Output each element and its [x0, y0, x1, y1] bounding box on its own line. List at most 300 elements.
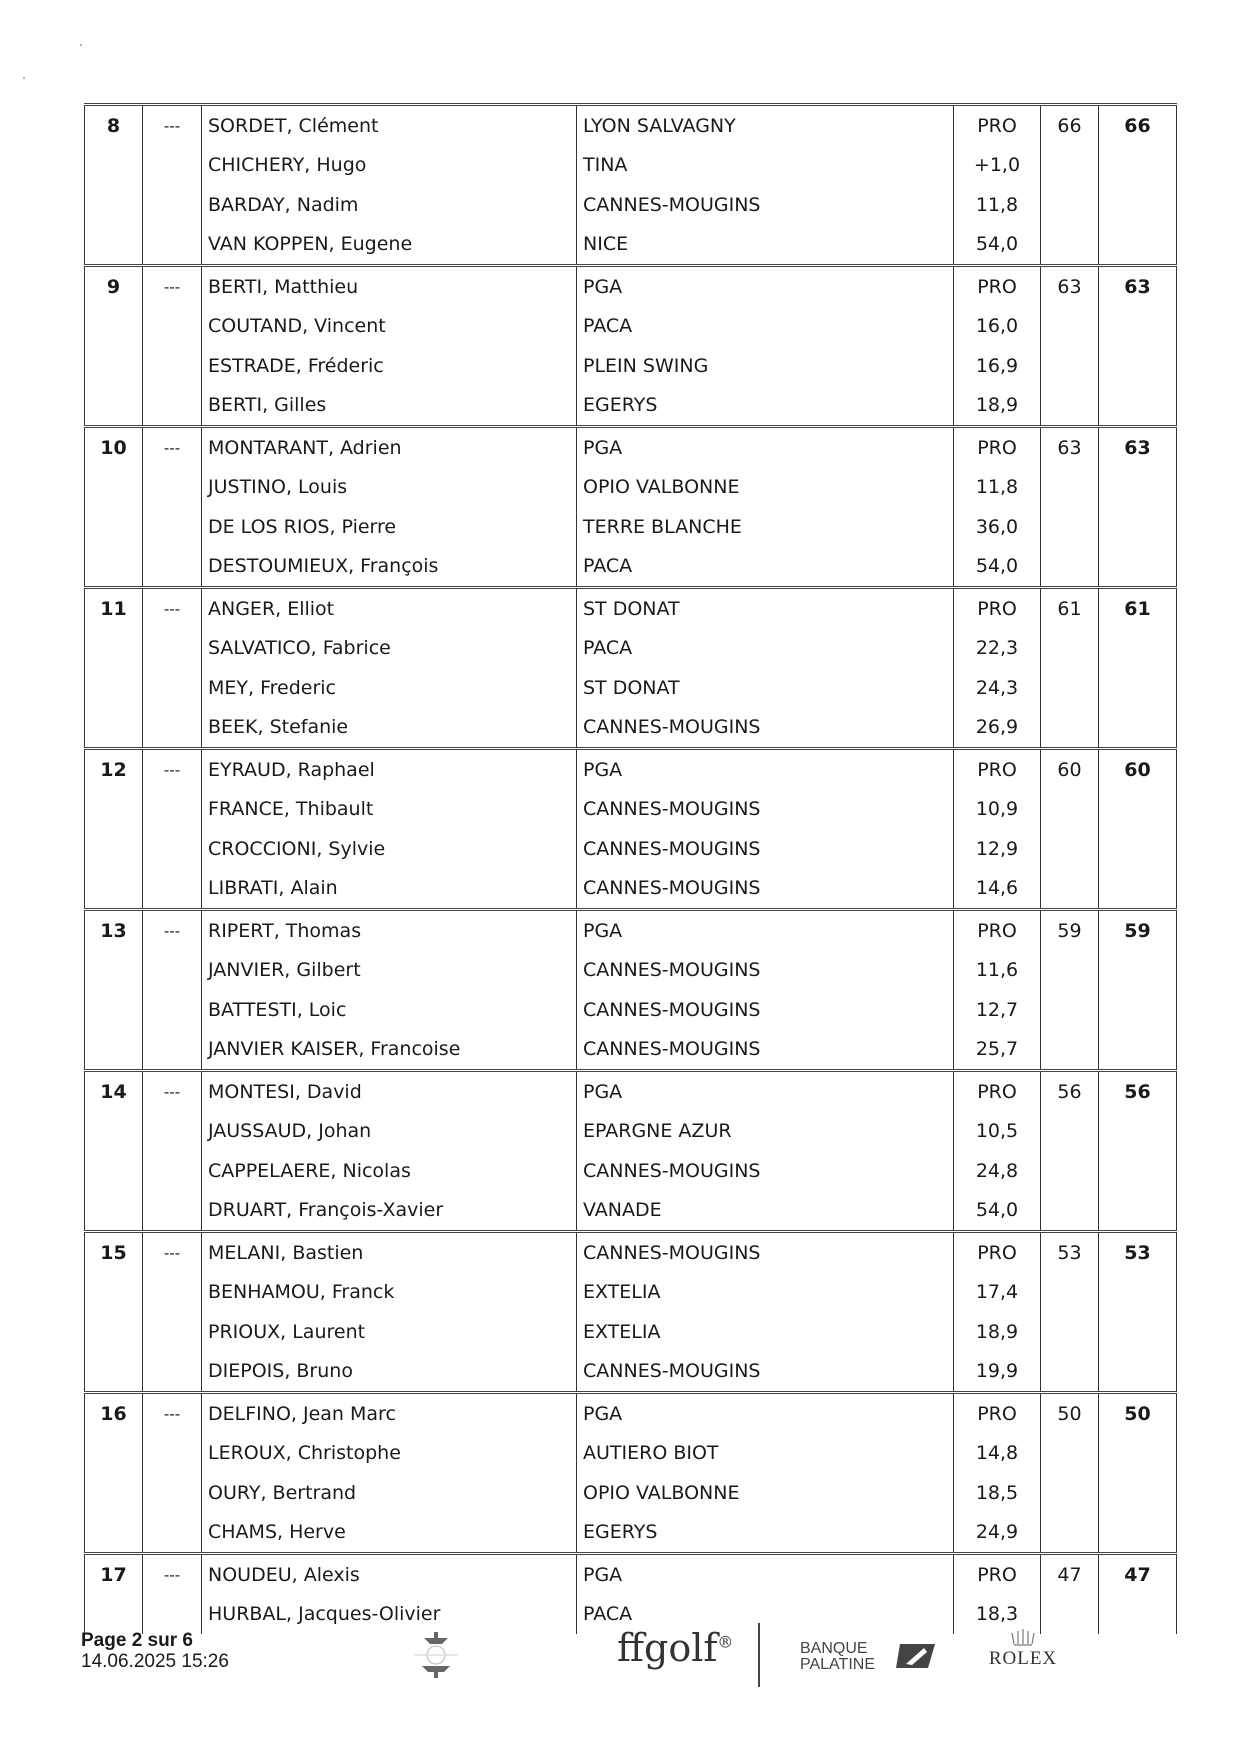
player-name: DIEPOIS, Bruno	[202, 1352, 577, 1393]
player-index: 54,0	[954, 1191, 1041, 1232]
player-club: CANNES-MOUGINS	[577, 708, 954, 749]
player-name: MEY, Frederic	[202, 668, 577, 708]
team-total	[1099, 869, 1177, 910]
player-name: MONTARANT, Adrien	[202, 427, 577, 468]
player-club: LYON SALVAGNY	[577, 105, 954, 146]
player-name: ESTRADE, Fréderic	[202, 346, 577, 386]
player-name: JANVIER, Gilbert	[202, 951, 577, 991]
team-total	[1099, 185, 1177, 225]
player-name: MELANI, Bastien	[202, 1232, 577, 1273]
scan-speck	[23, 77, 25, 79]
team-status	[143, 951, 202, 991]
player-name: MONTESI, David	[202, 1071, 577, 1112]
table-row	[85, 266, 1177, 307]
team-total	[1099, 1112, 1177, 1152]
team-total	[1099, 468, 1177, 508]
team-score	[1041, 1112, 1099, 1152]
player-name: JAUSSAUD, Johan	[202, 1112, 577, 1152]
team-rank	[85, 1595, 143, 1635]
team-score	[1041, 790, 1099, 830]
table-row	[85, 829, 1177, 869]
player-name: BARDAY, Nadim	[202, 185, 577, 225]
team-status	[143, 1151, 202, 1191]
team-rank: 12	[85, 749, 143, 790]
player-club: CANNES-MOUGINS	[577, 869, 954, 910]
player-index: PRO	[954, 427, 1041, 468]
team-total	[1099, 668, 1177, 708]
banque-text: BANQUE	[800, 1640, 868, 1657]
print-datetime: 14.06.2025 15:26	[81, 1651, 229, 1672]
player-index: 54,0	[954, 547, 1041, 588]
team-score	[1041, 307, 1099, 347]
table-row	[85, 1352, 1177, 1393]
table-row	[85, 507, 1177, 547]
team-total	[1099, 146, 1177, 186]
team-total	[1099, 1434, 1177, 1474]
table-row	[85, 869, 1177, 910]
player-index: 25,7	[954, 1030, 1041, 1071]
team-total	[1099, 1312, 1177, 1352]
page-number: Page 2 sur 6	[81, 1630, 193, 1651]
table-row	[85, 547, 1177, 588]
table-row	[85, 951, 1177, 991]
table-row	[85, 1473, 1177, 1513]
logo-divider	[758, 1623, 760, 1687]
player-index: 16,0	[954, 307, 1041, 347]
team-total	[1099, 307, 1177, 347]
player-club: PGA	[577, 749, 954, 790]
team-rank	[85, 1112, 143, 1152]
team-score	[1041, 225, 1099, 266]
player-index: 24,9	[954, 1513, 1041, 1554]
team-score	[1041, 346, 1099, 386]
team-status	[143, 790, 202, 830]
team-score	[1041, 629, 1099, 669]
team-total: 47	[1099, 1554, 1177, 1595]
table-row	[85, 185, 1177, 225]
table-row	[85, 708, 1177, 749]
table-row	[85, 146, 1177, 186]
player-name: BENHAMOU, Franck	[202, 1273, 577, 1313]
team-status	[143, 1513, 202, 1554]
player-index: PRO	[954, 1071, 1041, 1112]
player-index: PRO	[954, 1554, 1041, 1595]
team-status: ---	[143, 1393, 202, 1434]
table-row	[85, 910, 1177, 951]
team-rank: 10	[85, 427, 143, 468]
team-score: 50	[1041, 1393, 1099, 1434]
team-status	[143, 1191, 202, 1232]
team-rank	[85, 307, 143, 347]
table-row	[85, 668, 1177, 708]
team-rank: 9	[85, 266, 143, 307]
team-rank	[85, 708, 143, 749]
team-score: 63	[1041, 427, 1099, 468]
player-name: DESTOUMIEUX, François	[202, 547, 577, 588]
player-index: 17,4	[954, 1273, 1041, 1313]
team-status: ---	[143, 1232, 202, 1273]
team-status: ---	[143, 266, 202, 307]
player-club: NICE	[577, 225, 954, 266]
player-name: CROCCIONI, Sylvie	[202, 829, 577, 869]
player-index: 26,9	[954, 708, 1041, 749]
player-name: DRUART, François-Xavier	[202, 1191, 577, 1232]
player-name: FRANCE, Thibault	[202, 790, 577, 830]
player-name: EYRAUD, Raphael	[202, 749, 577, 790]
team-score	[1041, 507, 1099, 547]
player-club: CANNES-MOUGINS	[577, 1352, 954, 1393]
team-total	[1099, 1191, 1177, 1232]
team-status: ---	[143, 427, 202, 468]
team-score: 53	[1041, 1232, 1099, 1273]
player-club: VANADE	[577, 1191, 954, 1232]
player-index: 36,0	[954, 507, 1041, 547]
player-index: 14,8	[954, 1434, 1041, 1474]
banque-palatine-logo	[800, 1638, 935, 1672]
team-status	[143, 1273, 202, 1313]
team-status	[143, 307, 202, 347]
player-index: 18,9	[954, 386, 1041, 427]
team-total	[1099, 951, 1177, 991]
team-score: 56	[1041, 1071, 1099, 1112]
player-club: TINA	[577, 146, 954, 186]
player-name: RIPERT, Thomas	[202, 910, 577, 951]
team-rank	[85, 1312, 143, 1352]
player-index: 10,9	[954, 790, 1041, 830]
table-row	[85, 1554, 1177, 1595]
player-index: +1,0	[954, 146, 1041, 186]
team-score: 61	[1041, 588, 1099, 629]
team-rank	[85, 1434, 143, 1474]
player-club: CANNES-MOUGINS	[577, 990, 954, 1030]
team-rank	[85, 468, 143, 508]
team-total	[1099, 225, 1177, 266]
team-total: 66	[1099, 105, 1177, 146]
team-total	[1099, 1273, 1177, 1313]
player-club: ST DONAT	[577, 668, 954, 708]
player-club: CANNES-MOUGINS	[577, 185, 954, 225]
team-score: 47	[1041, 1554, 1099, 1595]
player-name: CHAMS, Herve	[202, 1513, 577, 1554]
team-score	[1041, 708, 1099, 749]
team-score: 66	[1041, 105, 1099, 146]
team-total	[1099, 507, 1177, 547]
player-index: PRO	[954, 749, 1041, 790]
player-club: CANNES-MOUGINS	[577, 829, 954, 869]
team-total: 53	[1099, 1232, 1177, 1273]
player-club: CANNES-MOUGINS	[577, 790, 954, 830]
team-rank	[85, 1473, 143, 1513]
team-total: 61	[1099, 588, 1177, 629]
team-score	[1041, 951, 1099, 991]
player-index: 18,3	[954, 1595, 1041, 1635]
player-index: 11,8	[954, 468, 1041, 508]
table-row	[85, 1071, 1177, 1112]
team-status	[143, 507, 202, 547]
table-row	[85, 1434, 1177, 1474]
team-total	[1099, 790, 1177, 830]
player-index: 14,6	[954, 869, 1041, 910]
team-total: 56	[1099, 1071, 1177, 1112]
ffgolf-logo	[617, 1626, 733, 1670]
player-index: PRO	[954, 105, 1041, 146]
player-index: 11,8	[954, 185, 1041, 225]
team-rank	[85, 1030, 143, 1071]
player-club: PACA	[577, 307, 954, 347]
team-score	[1041, 1030, 1099, 1071]
player-club: EPARGNE AZUR	[577, 1112, 954, 1152]
table-row	[85, 790, 1177, 830]
team-status	[143, 185, 202, 225]
team-rank	[85, 951, 143, 991]
player-index: 18,9	[954, 1312, 1041, 1352]
table-row	[85, 225, 1177, 266]
team-score	[1041, 1191, 1099, 1232]
player-club: PACA	[577, 629, 954, 669]
player-name: ANGER, Elliot	[202, 588, 577, 629]
player-club: AUTIERO BIOT	[577, 1434, 954, 1474]
team-score	[1041, 990, 1099, 1030]
team-total	[1099, 629, 1177, 669]
team-rank: 14	[85, 1071, 143, 1112]
team-score: 59	[1041, 910, 1099, 951]
player-club: EGERYS	[577, 1513, 954, 1554]
player-club: PGA	[577, 266, 954, 307]
player-index: PRO	[954, 266, 1041, 307]
registered-mark: ®	[717, 1632, 734, 1652]
team-rank: 8	[85, 105, 143, 146]
table-row	[85, 1030, 1177, 1071]
player-name: BATTESTI, Loic	[202, 990, 577, 1030]
team-score	[1041, 1312, 1099, 1352]
team-total	[1099, 386, 1177, 427]
player-index: 54,0	[954, 225, 1041, 266]
team-status	[143, 146, 202, 186]
team-score	[1041, 829, 1099, 869]
team-score: 60	[1041, 749, 1099, 790]
player-index: PRO	[954, 588, 1041, 629]
player-name: LIBRATI, Alain	[202, 869, 577, 910]
team-score	[1041, 386, 1099, 427]
player-name: PRIOUX, Laurent	[202, 1312, 577, 1352]
table-row	[85, 749, 1177, 790]
table-row	[85, 588, 1177, 629]
team-status: ---	[143, 910, 202, 951]
team-total	[1099, 346, 1177, 386]
team-status: ---	[143, 588, 202, 629]
player-index: PRO	[954, 1393, 1041, 1434]
player-club: PACA	[577, 1595, 954, 1635]
player-name: JANVIER KAISER, Francoise	[202, 1030, 577, 1071]
team-status	[143, 1312, 202, 1352]
team-status	[143, 1352, 202, 1393]
table-row	[85, 1393, 1177, 1434]
player-name: DELFINO, Jean Marc	[202, 1393, 577, 1434]
player-index: 19,9	[954, 1352, 1041, 1393]
player-index: 12,9	[954, 829, 1041, 869]
player-index: 22,3	[954, 629, 1041, 669]
player-club: PGA	[577, 1554, 954, 1595]
player-name: JUSTINO, Louis	[202, 468, 577, 508]
team-total	[1099, 708, 1177, 749]
team-total: 59	[1099, 910, 1177, 951]
team-rank	[85, 1273, 143, 1313]
palatine-text: PALATINE	[800, 1656, 875, 1672]
player-club: PGA	[577, 1393, 954, 1434]
team-total	[1099, 1030, 1177, 1071]
crown-icon	[1010, 1628, 1036, 1648]
player-name: BERTI, Matthieu	[202, 266, 577, 307]
table-row	[85, 386, 1177, 427]
player-name: OURY, Bertrand	[202, 1473, 577, 1513]
player-club: PGA	[577, 910, 954, 951]
team-score	[1041, 547, 1099, 588]
player-index: 10,5	[954, 1112, 1041, 1152]
player-club: TERRE BLANCHE	[577, 507, 954, 547]
table-row	[85, 1312, 1177, 1352]
team-rank	[85, 1352, 143, 1393]
team-score	[1041, 869, 1099, 910]
team-status	[143, 386, 202, 427]
player-club: PACA	[577, 547, 954, 588]
team-rank	[85, 225, 143, 266]
player-name: LEROUX, Christophe	[202, 1434, 577, 1474]
team-rank	[85, 1191, 143, 1232]
team-score	[1041, 1473, 1099, 1513]
team-rank	[85, 668, 143, 708]
team-rank	[85, 869, 143, 910]
player-name: BEEK, Stefanie	[202, 708, 577, 749]
page-footer	[81, 1630, 229, 1672]
team-rank	[85, 547, 143, 588]
scan-speck	[80, 44, 82, 46]
team-status: ---	[143, 1071, 202, 1112]
team-status: ---	[143, 749, 202, 790]
player-club: OPIO VALBONNE	[577, 1473, 954, 1513]
team-total: 50	[1099, 1393, 1177, 1434]
team-rank	[85, 1513, 143, 1554]
player-club: PGA	[577, 1071, 954, 1112]
player-name: DE LOS RIOS, Pierre	[202, 507, 577, 547]
player-index: 18,5	[954, 1473, 1041, 1513]
team-status	[143, 1473, 202, 1513]
team-status	[143, 829, 202, 869]
player-name: NOUDEU, Alexis	[202, 1554, 577, 1595]
team-rank: 13	[85, 910, 143, 951]
team-rank	[85, 185, 143, 225]
table-row	[85, 1112, 1177, 1152]
results-table	[84, 103, 1177, 1634]
ffgolf-wordmark: ffgolf	[617, 1626, 718, 1670]
player-name: HURBAL, Jacques-Olivier	[202, 1595, 577, 1635]
player-club: ST DONAT	[577, 588, 954, 629]
team-score	[1041, 468, 1099, 508]
team-score	[1041, 1352, 1099, 1393]
player-name: VAN KOPPEN, Eugene	[202, 225, 577, 266]
table-row	[85, 990, 1177, 1030]
table-row	[85, 1273, 1177, 1313]
player-club: CANNES-MOUGINS	[577, 1030, 954, 1071]
player-name: CAPPELAERE, Nicolas	[202, 1151, 577, 1191]
team-total	[1099, 1595, 1177, 1635]
team-total: 63	[1099, 427, 1177, 468]
team-status	[143, 708, 202, 749]
team-rank: 17	[85, 1554, 143, 1595]
table-row	[85, 629, 1177, 669]
player-index: PRO	[954, 1232, 1041, 1273]
team-rank	[85, 146, 143, 186]
team-score	[1041, 668, 1099, 708]
team-status	[143, 547, 202, 588]
team-total	[1099, 547, 1177, 588]
team-rank	[85, 790, 143, 830]
team-status	[143, 629, 202, 669]
player-index: 24,3	[954, 668, 1041, 708]
team-rank	[85, 990, 143, 1030]
team-total: 60	[1099, 749, 1177, 790]
team-score	[1041, 1151, 1099, 1191]
results-body	[85, 105, 1177, 1635]
team-status	[143, 869, 202, 910]
team-rank	[85, 1151, 143, 1191]
team-status	[143, 346, 202, 386]
team-status	[143, 668, 202, 708]
team-score	[1041, 1513, 1099, 1554]
team-score	[1041, 1434, 1099, 1474]
player-club: CANNES-MOUGINS	[577, 1232, 954, 1273]
team-score	[1041, 146, 1099, 186]
team-total	[1099, 829, 1177, 869]
player-name: COUTAND, Vincent	[202, 307, 577, 347]
team-total	[1099, 1473, 1177, 1513]
team-total	[1099, 1151, 1177, 1191]
team-rank: 16	[85, 1393, 143, 1434]
player-name: SORDET, Clément	[202, 105, 577, 146]
player-club: PGA	[577, 427, 954, 468]
team-score: 63	[1041, 266, 1099, 307]
team-rank	[85, 507, 143, 547]
rolex-logo	[980, 1628, 1066, 1680]
team-total	[1099, 1513, 1177, 1554]
table-row	[85, 1232, 1177, 1273]
player-index: 24,8	[954, 1151, 1041, 1191]
team-total: 63	[1099, 266, 1177, 307]
player-name: SALVATICO, Fabrice	[202, 629, 577, 669]
table-row	[85, 346, 1177, 386]
team-status	[143, 1112, 202, 1152]
team-rank	[85, 629, 143, 669]
team-status: ---	[143, 1554, 202, 1595]
team-status	[143, 1030, 202, 1071]
player-index: PRO	[954, 910, 1041, 951]
player-club: EXTELIA	[577, 1312, 954, 1352]
team-total	[1099, 990, 1177, 1030]
team-status	[143, 990, 202, 1030]
team-status	[143, 468, 202, 508]
table-row	[85, 1191, 1177, 1232]
player-index: 12,7	[954, 990, 1041, 1030]
team-score	[1041, 1273, 1099, 1313]
player-club: EXTELIA	[577, 1273, 954, 1313]
player-index: 11,6	[954, 951, 1041, 991]
table-row	[85, 1513, 1177, 1554]
club-seal-logo	[408, 1628, 464, 1680]
player-index: 16,9	[954, 346, 1041, 386]
team-rank	[85, 346, 143, 386]
table-row	[85, 1151, 1177, 1191]
team-rank	[85, 829, 143, 869]
team-status: ---	[143, 105, 202, 146]
